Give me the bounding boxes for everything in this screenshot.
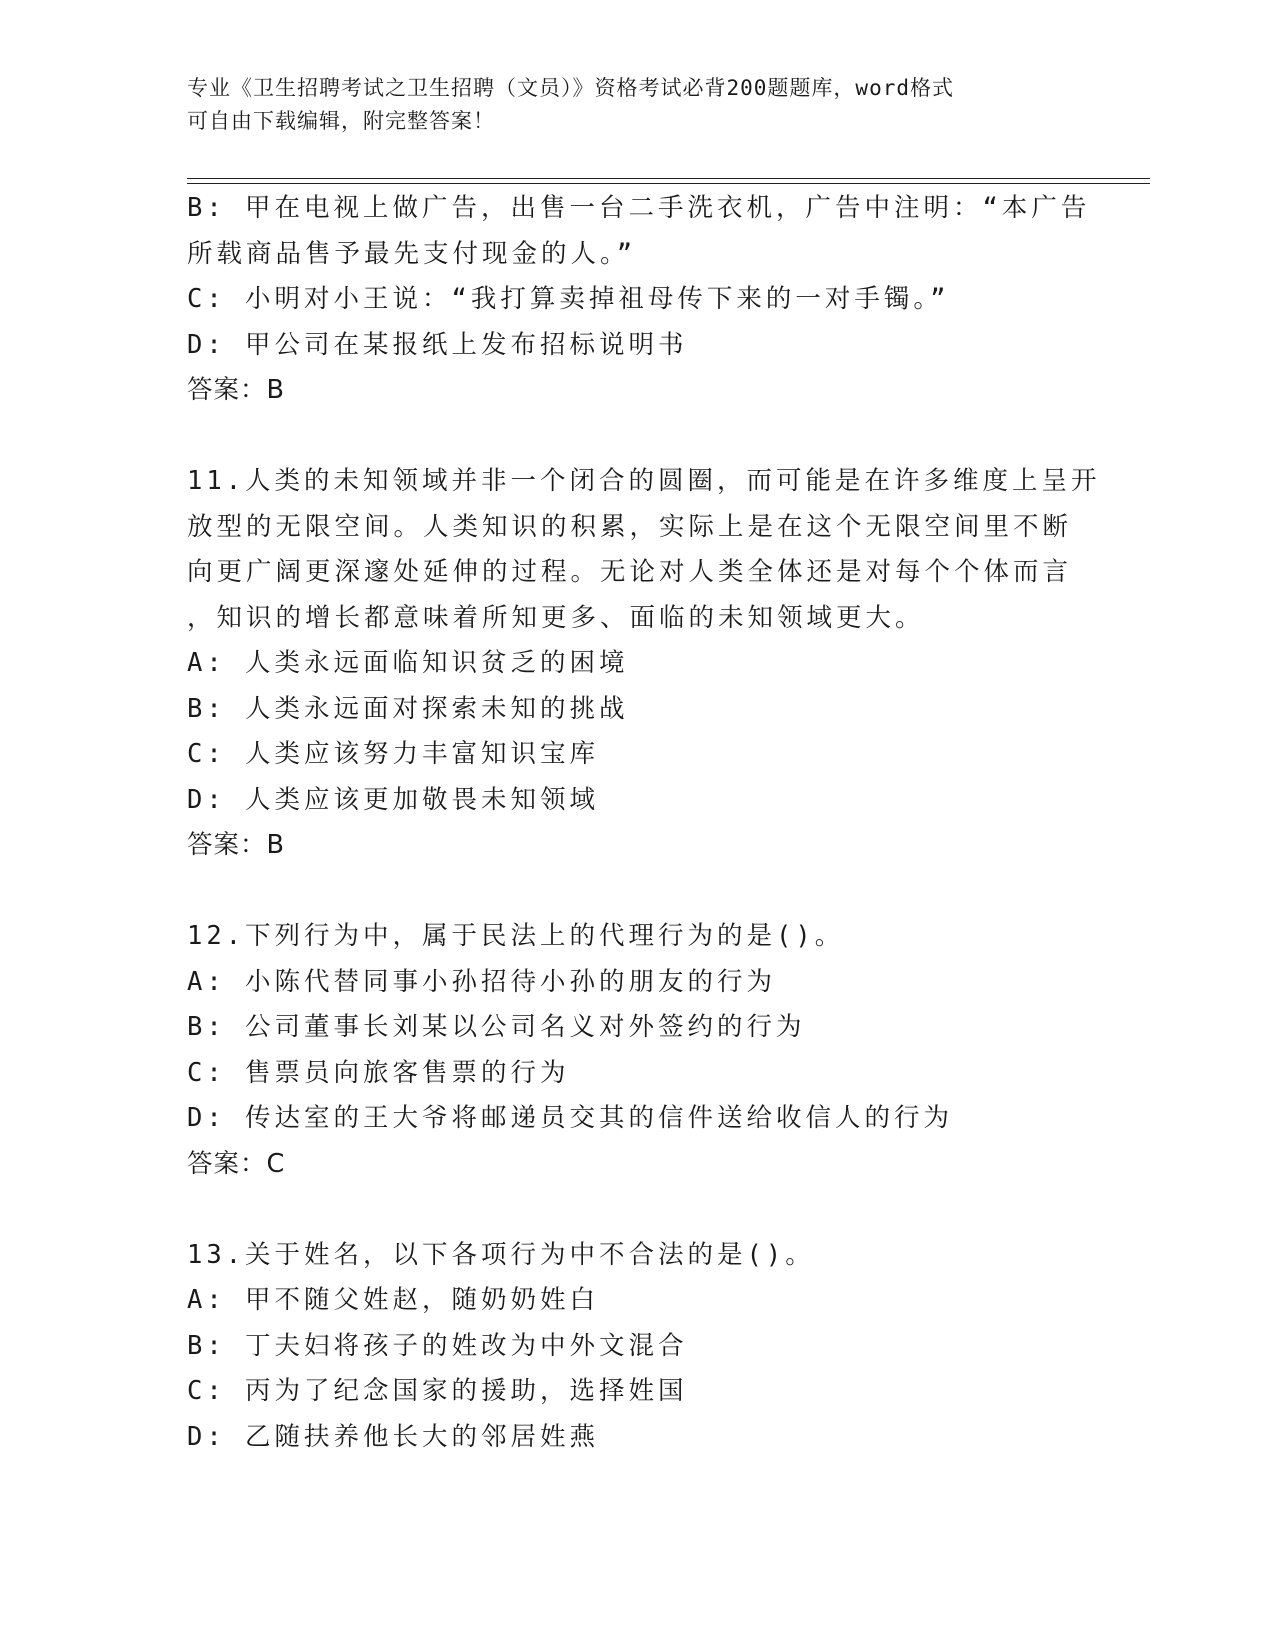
option-b: B: 人类永远面对探索未知的挑战 <box>187 693 629 724</box>
header-rule-bottom <box>187 183 1150 184</box>
option-b-line-2: 所载商品售予最先支付现金的人。” <box>187 238 637 269</box>
option-b: B: 丁夫妇将孩子的姓改为中外文混合 <box>187 1330 688 1361</box>
answer: 答案：B <box>187 375 285 405</box>
question-stem-line: 12.下列行为中，属于民法上的代理行为的是()。 <box>187 921 845 951</box>
option-b: B: 公司董事长刘某以公司名义对外签约的行为 <box>187 1012 806 1042</box>
option-c: C: 售票员向旅客售票的行为 <box>187 1057 570 1088</box>
header-line-2: 可自由下载编辑，附完整答案！ <box>187 109 495 133</box>
question-10-tail <box>187 186 1091 414</box>
option-c: C: 小明对小王说：“我打算卖掉祖母传下来的一对手镯。” <box>187 284 950 314</box>
option-a: A: 人类永远面临知识贫乏的困境 <box>187 648 629 678</box>
question-list <box>187 186 1101 1460</box>
option-c: C: 人类应该努力丰富知识宝库 <box>187 739 600 769</box>
header-rule-top <box>187 178 1150 179</box>
option-d: D: 人类应该更加敬畏未知领域 <box>187 784 600 815</box>
question-stem-line: ，知识的增长都意味着所知更多、面临的未知领域更大。 <box>187 602 925 633</box>
question-stem-line: 放型的无限空间。人类知识的积累，实际上是在这个无限空间里不断 <box>187 511 1073 542</box>
question-stem-line: 11.人类的未知领域并非一个闭合的圆圈，而可能是在许多维度上呈开 <box>187 466 1101 496</box>
option-b-line-1: B: 甲在电视上做广告，出售一台二手洗衣机，广告中注明：“本广告 <box>187 193 1091 223</box>
option-a: A: 甲不随父姓赵，随奶奶姓白 <box>187 1285 600 1315</box>
header-line-1: 专业《卫生招聘考试之卫生招聘（文员）》资格考试必背200题题库，word格式 <box>187 76 954 100</box>
question-11 <box>187 459 1101 869</box>
question-stem-line: 向更广阔更深邃处延伸的过程。无论对人类全体还是对每个个体而言 <box>187 557 1073 587</box>
option-d: D: 甲公司在某报纸上发布招标说明书 <box>187 329 688 360</box>
question-12 <box>187 914 1087 1187</box>
answer: 答案：B <box>187 830 285 860</box>
question-13 <box>187 1233 1087 1461</box>
option-c: C: 丙为了纪念国家的援助，选择姓国 <box>187 1376 688 1406</box>
question-stem-line: 13.关于姓名，以下各项行为中不合法的是()。 <box>187 1239 815 1270</box>
answer: 答案：C <box>187 1148 286 1179</box>
option-a: A: 小陈代替同事小孙招待小孙的朋友的行为 <box>187 966 777 997</box>
option-d: D: 传达室的王大爷将邮递员交其的信件送给收信人的行为 <box>187 1103 954 1133</box>
document-header <box>187 72 1087 138</box>
option-d: D: 乙随扶养他长大的邻居姓燕 <box>187 1421 600 1452</box>
